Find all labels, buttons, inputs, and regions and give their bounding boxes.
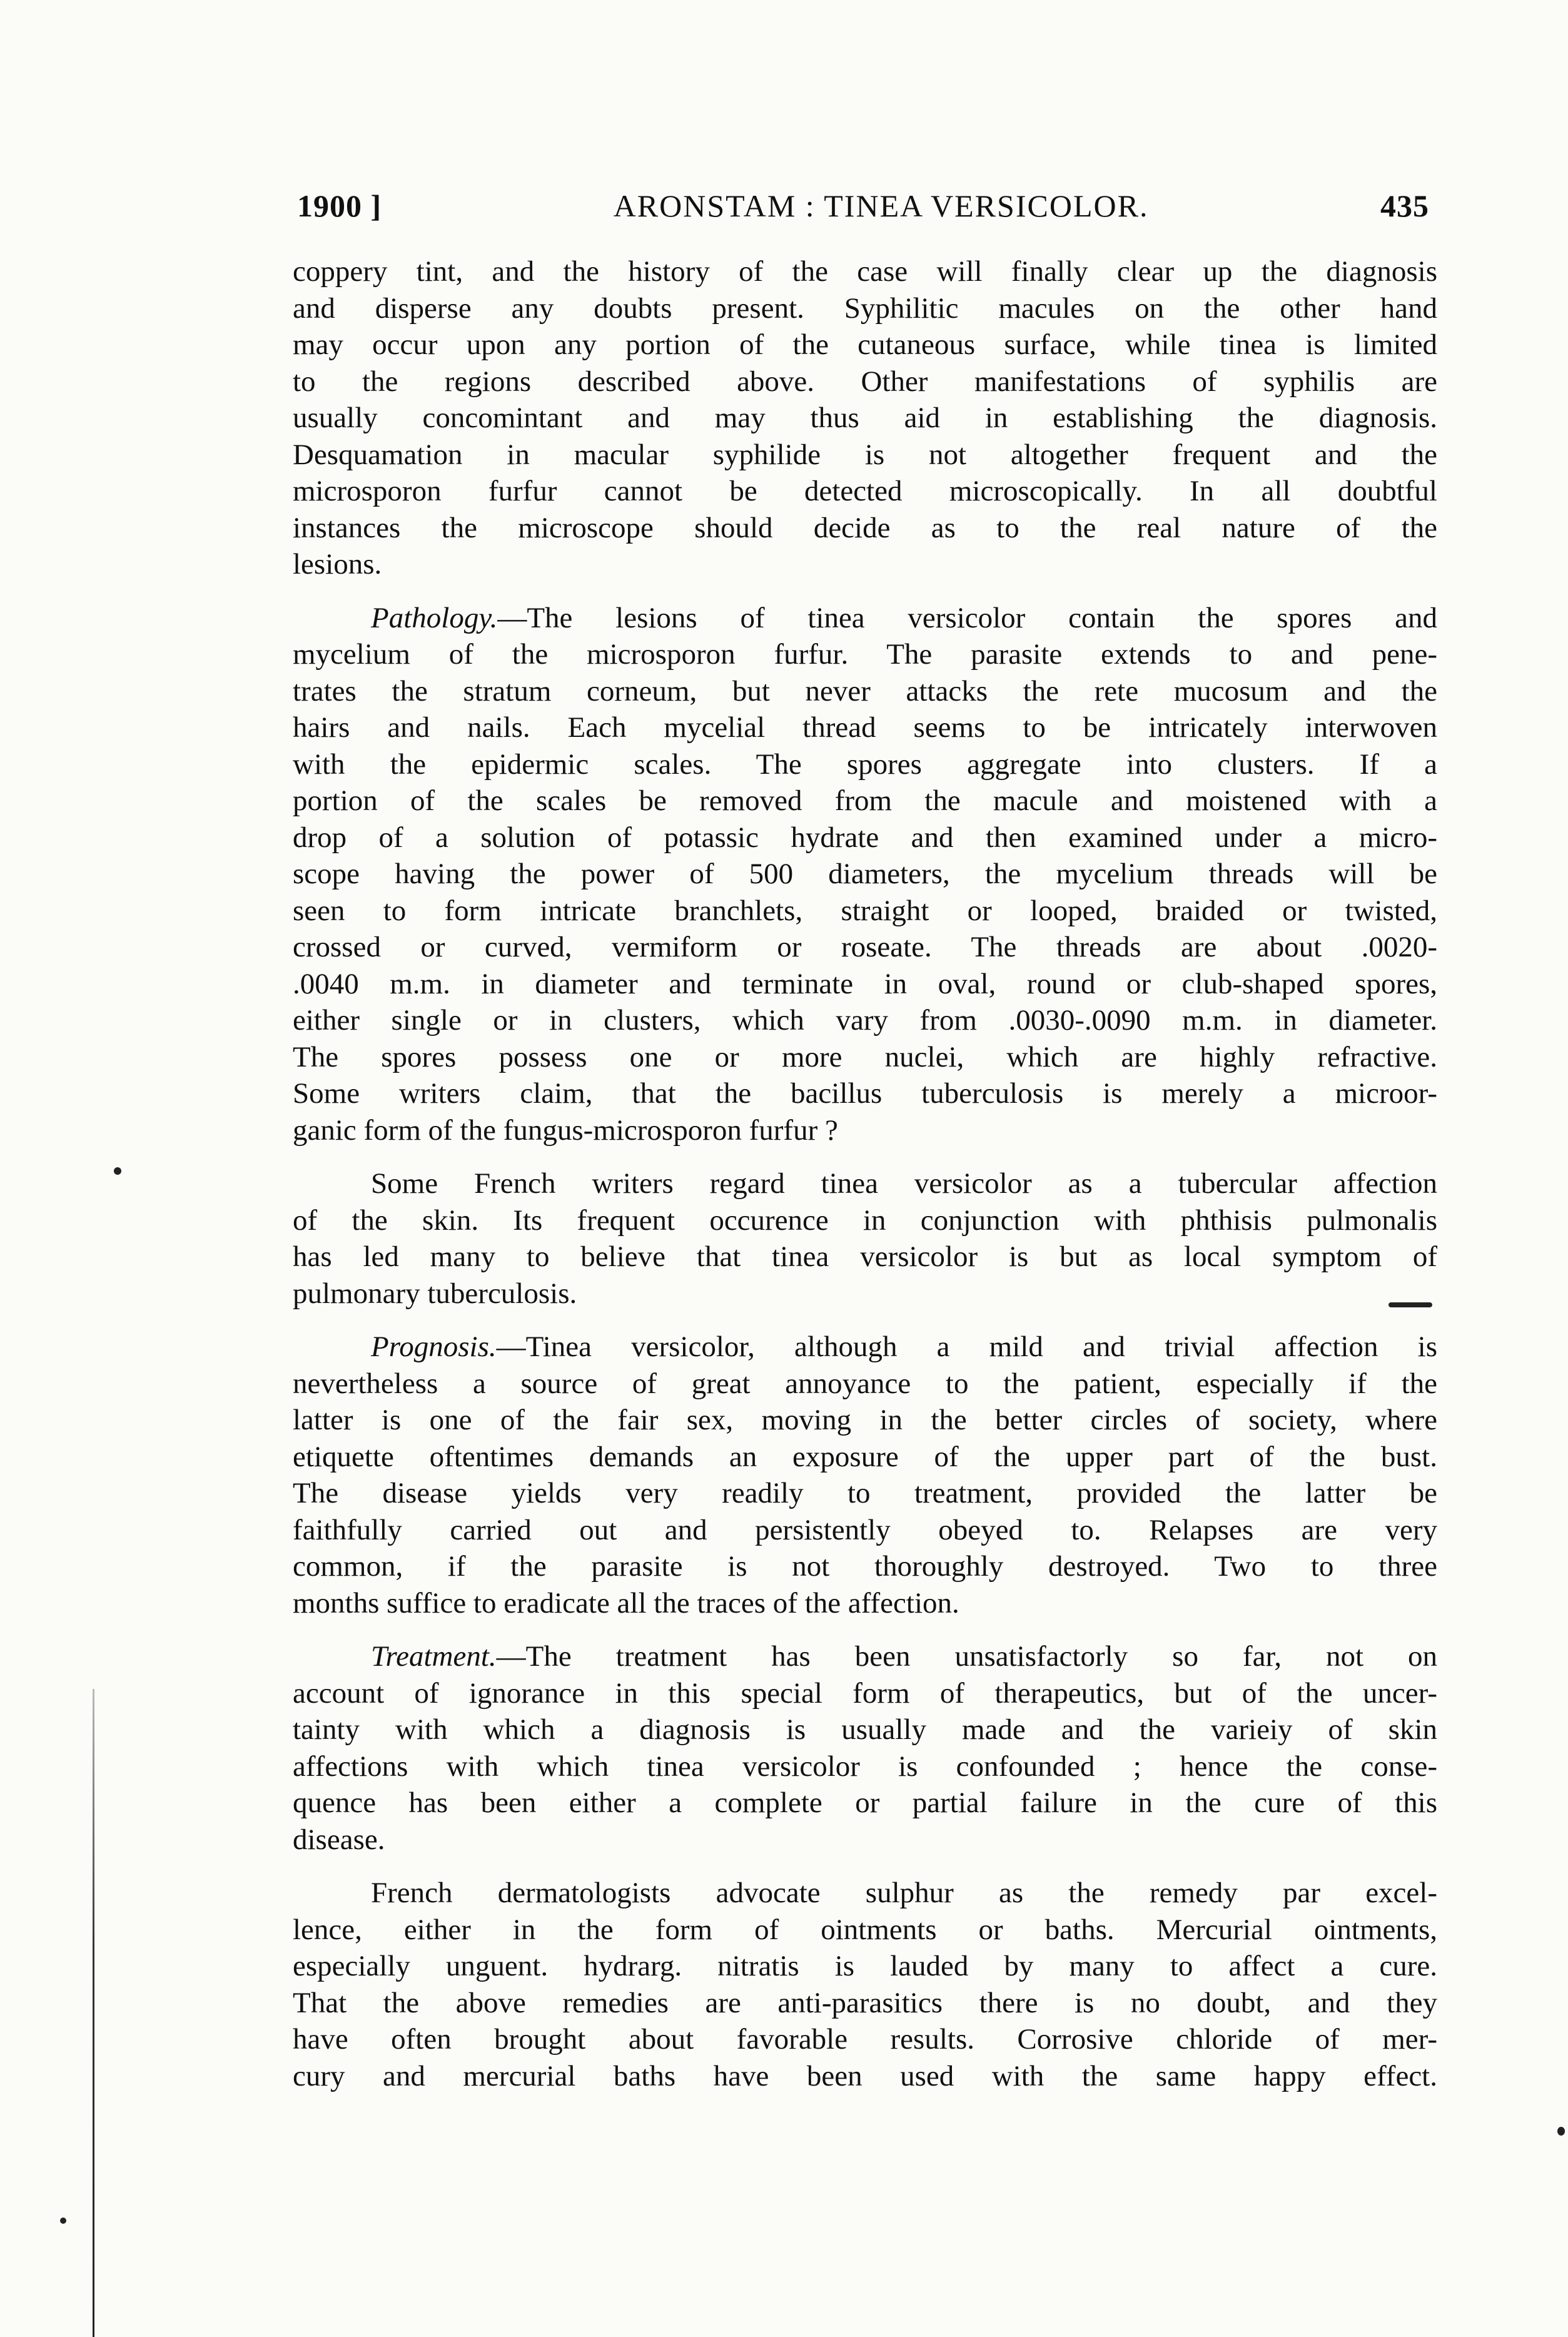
text-line: hairs and nails. Each mycelial thread seems to be intricately interwoven (293, 711, 1437, 744)
text-line: tainty with which a diagnosis is usually made and the varieiy of skin (293, 1713, 1437, 1746)
text-line: Desquamation in macular syphilide is not altogether frequent and the (293, 438, 1437, 471)
text-line: usually concomintant and may thus aid in establishing the diagnosis. (293, 402, 1437, 434)
paragraph-pathology (293, 600, 1437, 1149)
text-line: months suffice to eradicate all the traces of the affection. (293, 1586, 959, 1620)
text-line: Some writers claim, that the bacillus tuberculosis is merely a microor- (293, 1077, 1437, 1110)
text-line: account of ignorance in this special form of therapeutics, but of the uncer- (293, 1676, 1437, 1710)
text-line: to the regions described above. Other manifestations of syphilis are (293, 365, 1437, 398)
scan-speck (60, 2218, 66, 2224)
text-fragment: —Tinea versicolor, although a mild and trivial affection is (496, 1331, 1437, 1363)
text-line: That the above remedies are anti-parasitics there is no doubt, and they (293, 1986, 1437, 2019)
text-line (293, 1638, 1437, 1675)
text-line: latter is one of the fair sex, moving in the better circles of society, where (293, 1404, 1437, 1436)
text-line (293, 600, 1437, 637)
text-line: of the skin. Its frequent occurence in conjunction with phthisis pulmonalis (293, 1204, 1437, 1237)
text-line: lesions. (293, 548, 382, 580)
section-heading-prognosis: Prognosis. (371, 1331, 497, 1363)
text-line: microsporon furfur cannot be detected microscopically. In all doubtful (293, 475, 1437, 507)
article-body (293, 253, 1437, 2094)
text-line: disease. (293, 1823, 385, 1856)
text-fragment: —The treatment has been unsatisfactorly so far, not on (496, 1640, 1437, 1673)
paragraph-french-dermatologists (293, 1875, 1437, 2094)
text-line: especially unguent. hydrarg. nitratis is lauded by many to affect a cure. (293, 1950, 1437, 1982)
ink-smudge (1388, 1302, 1432, 1307)
scan-speck (114, 1167, 121, 1175)
text-line (293, 1329, 1437, 1366)
binding-edge (93, 1689, 94, 2337)
text-line: and disperse any doubts present. Syphilitic macules on the other hand (293, 291, 1437, 325)
section-heading-treatment: Treatment. (371, 1640, 497, 1673)
text-line: portion of the scales be removed from the macule and moistened with a (293, 784, 1437, 817)
text-line: have often brought about favorable results. Corrosive chloride of mer- (293, 2023, 1437, 2056)
text-line: may occur upon any portion of the cutaneous surface, while tinea is limited (293, 328, 1437, 361)
paragraph-prognosis (293, 1329, 1437, 1621)
text-line: instances the microscope should decide as to the real nature of the (293, 511, 1437, 544)
text-line: either single or in clusters, which vary from .0030-.0090 m.m. in diameter. (293, 1004, 1437, 1037)
scan-speck (1557, 2127, 1565, 2136)
text-line: cury and mercurial baths have been used with the same happy effect. (293, 2059, 1437, 2092)
running-header (297, 188, 1429, 238)
text-line: The disease yields very readily to treatment, provided the latter be (293, 1477, 1437, 1509)
text-line: with the epidermic scales. The spores aggregate into clusters. If a (293, 748, 1437, 781)
text-line: faithfully carried out and persistently obeyed to. Relapses are very (293, 1513, 1437, 1546)
text-line: French dermatologists advocate sulphur as the remedy par excel- (371, 1877, 1437, 1909)
text-line: quence has been either a complete or partial failure in the cure of this (293, 1787, 1437, 1819)
text-line: common, if the parasite is not thoroughly destroyed. Two to three (293, 1550, 1437, 1583)
text-line: trates the stratum corneum, but never attacks the rete mucosum and the (293, 674, 1437, 707)
header-title: ARONSTAM : TINEA VERSICOLOR. (613, 188, 1149, 223)
text-line: seen to form intricate branchlets, straight or looped, braided or twisted, (293, 894, 1437, 927)
text-line: pulmonary tuberculosis. (293, 1277, 577, 1310)
paragraph-diagnosis-continued (293, 253, 1437, 583)
text-line: The spores possess one or more nuclei, which are highly refractive. (293, 1040, 1437, 1073)
text-fragment: —The lesions of tinea versicolor contain the spores and (497, 601, 1437, 634)
paragraph-french-writers (293, 1165, 1437, 1312)
text-line: crossed or curved, vermiform or roseate. The threads are about .0020- (293, 931, 1437, 963)
text-line: .0040 m.m. in diameter and terminate in oval, round or club-shaped spores, (293, 967, 1437, 1000)
text-line: affections with which tinea versicolor is confounded ; hence the conse- (293, 1750, 1437, 1783)
header-year: 1900 ] (297, 188, 382, 223)
text-line: nevertheless a source of great annoyance to the patient, especially if the (293, 1367, 1437, 1400)
text-line: etiquette oftentimes demands an exposure of the upper part of the bust. (293, 1440, 1437, 1473)
section-heading-pathology: Pathology. (371, 601, 498, 634)
paragraph-treatment (293, 1638, 1437, 1858)
text-line: lence, either in the form of ointments or baths. Mercurial ointments, (293, 1913, 1437, 1946)
text-line: mycelium of the microsporon furfur. The parasite extends to and pene- (293, 638, 1437, 671)
text-line: Some French writers regard tinea versicolor as a tubercular affection (371, 1167, 1437, 1200)
text-line: has led many to believe that tinea versicolor is but as local symptom of (293, 1240, 1437, 1273)
text-line: drop of a solution of potassic hydrate and then examined under a micro- (293, 821, 1437, 854)
text-line: ganic form of the fungus-microsporon furfur ? (293, 1113, 838, 1147)
page-number: 435 (1380, 188, 1429, 223)
text-line: coppery tint, and the history of the case will finally clear up the diagnosis (293, 255, 1437, 288)
text-line: scope having the power of 500 diameters, the mycelium threads will be (293, 858, 1437, 890)
